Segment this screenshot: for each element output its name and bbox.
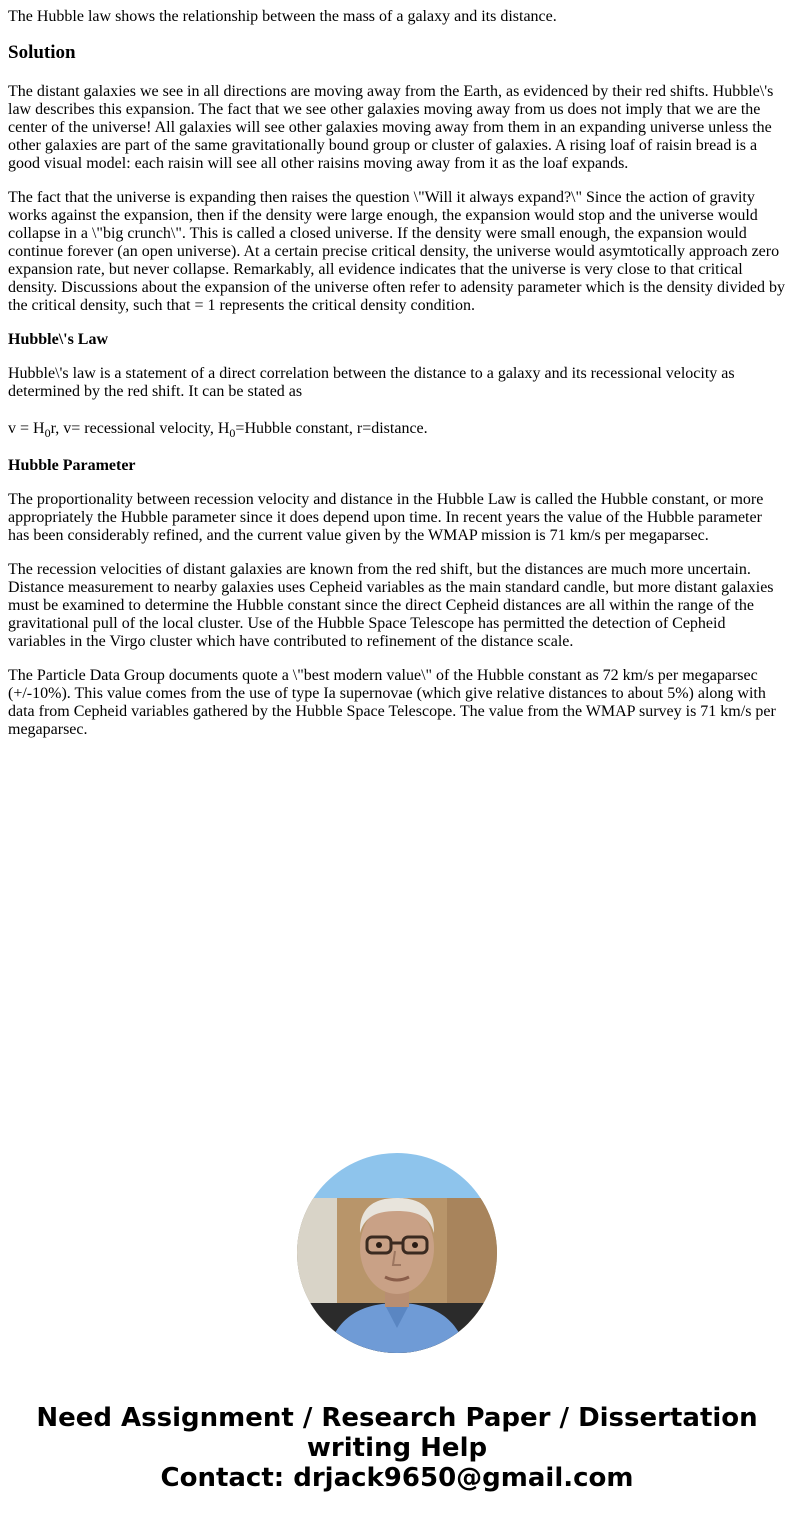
footer-contact-email: Contact: drjack9650@gmail.com bbox=[160, 1463, 634, 1493]
formula-part-3: =Hubble constant, r=distance. bbox=[235, 420, 428, 437]
formula-part-2: r, v= recessional velocity, H bbox=[50, 420, 230, 437]
formula-subscript-2: 0 bbox=[229, 426, 236, 441]
document-body bbox=[8, 0, 786, 755]
formula-part-1: v = H bbox=[8, 420, 45, 437]
avatar-portrait bbox=[297, 1153, 497, 1353]
paragraph-distance-measurement: The recession velocities of distant galaxies are known from the red shift, but the distances are much more uncertain. Distance measurement to nearby galaxies uses Cepheid variables as the main standard candle, but more distant galaxies must be examined to determine the Hubble constant since the direct Cepheid distances are all within the range of the gravitational pull of the local cluster. Use of the Hubble Space Telescope has permitted the detection of Cepheid variables in the Virgo cluster which have contributed to refinement of the distance scale. bbox=[8, 561, 774, 650]
paragraph-expansion: The distant galaxies we see in all directions are moving away from the Earth, as evidenced by their red shifts. Hubble\'s law describes this expansion. The fact that we see other galaxies moving away from us does not imply that we are the center of the universe! All galaxies will see other galaxies moving away from them in an expanding universe unless the other galaxies are part of the same gravitationally bound group or cluster of galaxies. A rising loaf of raisin bread is a good visual model: each raisin will see all other raisins moving away from it as the loaf expands. bbox=[8, 83, 774, 172]
hubble-formula bbox=[8, 417, 786, 441]
footer-contact bbox=[0, 1403, 794, 1493]
paragraph-hubble-parameter: The proportionality between recession velocity and distance in the Hubble Law is called the Hubble constant, or more appropriately the Hubble parameter since it does depend upon time. In recent years the value of the Hubble parameter has been considerably refined, and the current value given by the WMAP mission is 71 km/s per megaparsec. bbox=[8, 491, 764, 544]
avatar bbox=[297, 1153, 497, 1353]
formula-subscript-1: 0 bbox=[44, 426, 51, 441]
hubble-parameter-heading: Hubble Parameter bbox=[8, 457, 136, 474]
paragraph-density: The fact that the universe is expanding then raises the question \"Will it always expand?\" Since the action of gravity works against the expansion, then if the density were large enough, the expansion would stop and the universe would collapse in a \"big crunch\". This is called a closed universe. If the density were small enough, the expansion would continue forever (an open universe). At a certain precise critical density, the universe would asymtotically approach zero expansion rate, but never collapse. Remarkably, all evidence indicates that the universe is very close to that critical density. Discussions about the expansion of the universe often refer to adensity parameter which is the density divided by the critical density, such that = 1 represents the critical density condition. bbox=[8, 189, 785, 314]
paragraph-hubble-law: Hubble\'s law is a statement of a direct correlation between the distance to a galaxy and its recessional velocity as determined by the red shift. It can be stated as bbox=[8, 365, 735, 400]
question-text: The Hubble law shows the relationship between the mass of a galaxy and its distance. bbox=[8, 8, 557, 25]
solution-heading: Solution bbox=[8, 42, 76, 63]
footer-help-text: Need Assignment / Research Paper / Dissertation writing Help bbox=[36, 1403, 758, 1463]
paragraph-best-value: The Particle Data Group documents quote a \"best modern value\" of the Hubble constant as 72 km/s per megaparsec (+/-10%). This value comes from the use of type Ia supernovae (which give relative distances to about 5%) along with data from Cepheid variables gathered by the Hubble Space Telescope. The value from the WMAP survey is 71 km/s per megaparsec. bbox=[8, 667, 776, 738]
hubble-law-heading: Hubble\'s Law bbox=[8, 331, 109, 348]
